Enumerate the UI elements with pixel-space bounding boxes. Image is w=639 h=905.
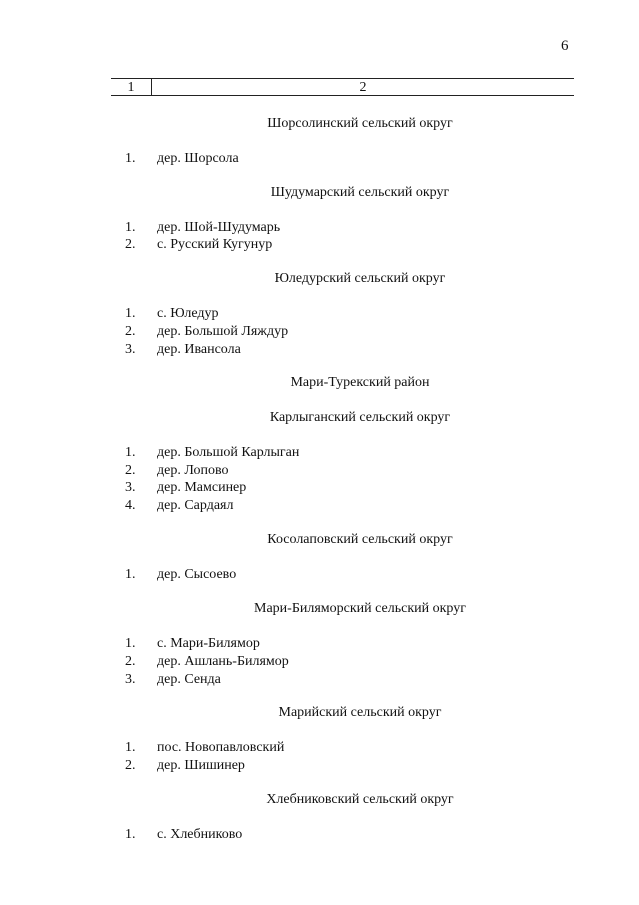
item-text: дер. Сысоево bbox=[157, 567, 237, 582]
item-text: дер. Сенда bbox=[157, 672, 221, 687]
item-number: 4. bbox=[125, 498, 136, 513]
item-text: дер. Шишинер bbox=[157, 758, 245, 773]
item-text: дер. Мамсинер bbox=[157, 480, 247, 495]
section-title: Юледурский сельский округ bbox=[274, 271, 446, 286]
section-title: Мари-Биляморский сельский округ bbox=[254, 601, 466, 616]
item-text: дер. Сардаял bbox=[157, 498, 234, 513]
item-number: 1. bbox=[125, 151, 136, 166]
item-text: дер. Большой Ляждур bbox=[157, 324, 289, 339]
item-number: 1. bbox=[125, 220, 136, 235]
item-text: дер. Лопово bbox=[157, 463, 229, 478]
item-number: 1. bbox=[125, 567, 136, 582]
item-number: 1. bbox=[125, 740, 136, 755]
item-number: 2. bbox=[125, 758, 136, 773]
section-title: Карлыганский сельский округ bbox=[269, 410, 451, 425]
item-number: 2. bbox=[125, 654, 136, 669]
column-1-header: 1 bbox=[111, 79, 152, 95]
section-title: Косолаповский сельский округ bbox=[267, 532, 453, 547]
section-title: Шудумарский сельский округ bbox=[270, 185, 450, 200]
item-text: дер. Шой-Шудумарь bbox=[157, 220, 281, 235]
column-2-header: 2 bbox=[359, 80, 367, 95]
item-number: 2. bbox=[125, 463, 136, 478]
item-text: дер. Ашлань-Билямор bbox=[157, 654, 289, 669]
item-number: 3. bbox=[125, 342, 136, 357]
section-title: Марийский сельский округ bbox=[278, 705, 442, 720]
item-text: с. Мари-Билямор bbox=[157, 636, 260, 651]
district-title: Мари-Турекский район bbox=[290, 375, 430, 390]
item-text: дер. Шорсола bbox=[157, 151, 239, 166]
item-text: с. Русский Кугунур bbox=[157, 237, 273, 252]
item-text: с. Юледур bbox=[157, 306, 219, 321]
item-text: дер. Большой Карлыган bbox=[157, 445, 300, 460]
table-header bbox=[111, 78, 574, 96]
item-text: дер. Ивансола bbox=[157, 342, 241, 357]
section-title: Шорсолинский сельский округ bbox=[267, 116, 453, 131]
item-text: с. Хлебниково bbox=[157, 827, 243, 842]
item-text: пос. Новопавловский bbox=[157, 740, 285, 755]
item-number: 3. bbox=[125, 672, 136, 687]
item-number: 3. bbox=[125, 480, 136, 495]
section-title: Хлебниковский сельский округ bbox=[266, 792, 454, 807]
item-number: 2. bbox=[125, 324, 136, 339]
item-number: 1. bbox=[125, 306, 136, 321]
item-number: 1. bbox=[125, 827, 136, 842]
item-number: 2. bbox=[125, 237, 136, 252]
item-number: 1. bbox=[125, 445, 136, 460]
page-number: 6 bbox=[561, 38, 569, 54]
item-number: 1. bbox=[125, 636, 136, 651]
